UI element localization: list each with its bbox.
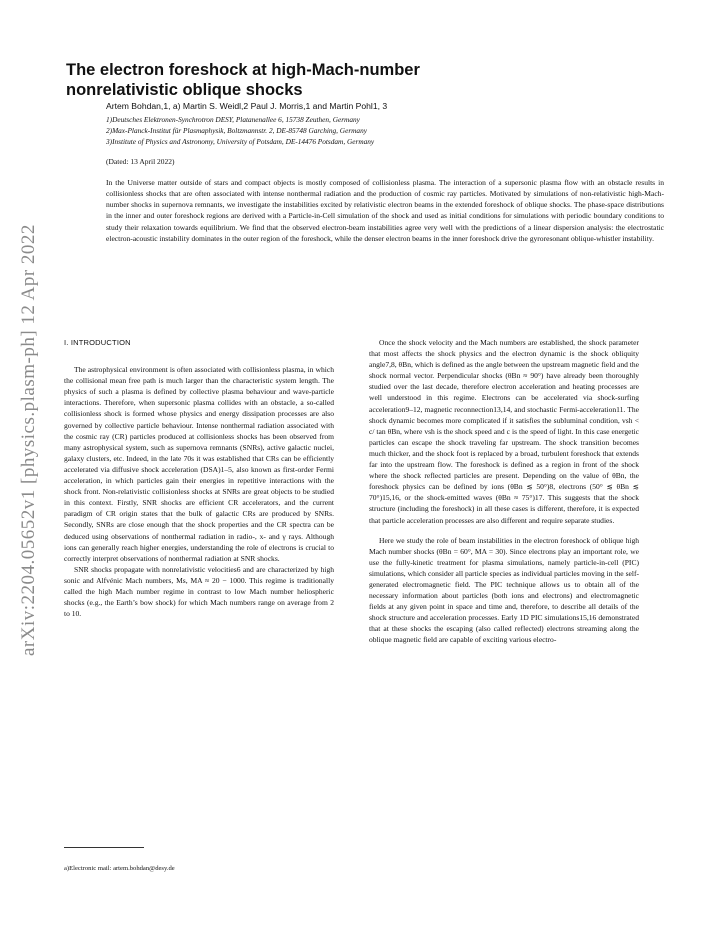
title-line-2: nonrelativistic oblique shocks [66,81,303,99]
paragraph: SNR shocks propagate with nonrelativistic velocities6 and are characterized by high sonic and Alfvénic Mach numbers, Ms, MA ≈ 20 − 1000. This regime is traditionally called the high Mach number regime in contrast to low Mach number heliospheric shocks (e.g., the Earth’s bow shock) for which Mach numbers range on average from 2 to 10. [64,564,334,619]
paragraph: Once the shock velocity and the Mach numbers are established, the shock parameter that most affects the shock physics and the electron dynamic is the shock obliquity angle7,8, θBn, which is defined as the angle between the upstream magnetic field and the shock normal vector. Perpendicular shocks (θBn ≈ 90°) have already been thoroughly studied over the last decade, therefore electron acceleration and heating processes are well understood in this regime. Electrons can be accelerated via shock-surfing acceleration9–12, magnetic reconnection13,14, and stochastic Fermi-acceleration11. The shock dynamic becomes more complicated if it satisfies the subluminal condition, vsh < c/ tan θBn, where vsh is the shock speed and c is the speed of light. In this case energetic particles can escape the shock traveling far upstream. The shock transition becomes much thicker, and the shock foot is replaced by a broad, turbulent foreshock that extends far into the upstream flow. The foreshock is defined as a region in front of the shock where the shock reflected particles are present. Depending on the value of θBn, the foreshock physics can be defined by ions (θBn ≲ 50°)8, electrons (50° ≲ θBn ≲ 70°)15,16, or the shock-emitted waves (θBn ≈ 75°)17. This suggests that the shock structure (including the foreshock) in all these cases is different, therefore, it is expected that particle acceleration processes are also different and require separate studies. [369,338,639,525]
author-list: Artem Bohdan,1, a) Martin S. Weidl,2 Paul J. Morris,1 and Martin Pohl1, 3 [106,101,388,111]
paragraph: Here we study the role of beam instabilities in the electron foreshock of oblique high Mach number shocks (θBn = 60°, MA = 30). Since electrons play an important role, we use the fully-kinetic treatment for plasma simulations, namely particle-in-cell (PIC) simulations, which consider all particle species as individual particles moving in the self-generated electromagnetic field. The PIC technique allows us to obtain all of the necessary information about particles (both ions and electrons) and electromagnetic fields at any given point in space and time and, therefore, to describe all details of the shock structure and acceleration processes. Early 1D PIC simulations15,16 demonstrated that at these shocks the escaping (also called reflected) electrons streaming along the oblique magnetic field are capable of exciting various electro- [369,535,639,645]
footnote-divider [64,847,144,848]
affiliation-1: 1)Deutsches Elektronen-Synchrotron DESY, Platanenallee 6, 15738 Zeuthen, Germany [106,115,360,124]
arxiv-identifier: arXiv:2204.05652v1 [physics.plasm-ph] 12 Apr 2022 [18,224,39,656]
section-heading: I. INTRODUCTION [64,338,131,347]
abstract: In the Universe matter outside of stars and compact objects is mostly composed of collisionless plasma. The interaction of a supersonic plasma flow with an obstacle results in collisionless shocks that are often associated with intense nonthermal radiation and the production of cosmic ray particles. Motivated by simulations of non-relativistic high-Mach-number shocks in supernova remnants, we investigate the instabilities excited by relativistic electron beams in the extended foreshock of oblique shocks. The phase-space distributions in the inner and outer foreshock regions are derived with a Particle-in-Cell simulation of the shock and used as initial conditions for simulations with periodic boundary conditions to study their relaxation towards equilibrium. We find that the observed electron-beam instabilities agree very well with the predictions of a linear dispersion analysis: the electrostatic electron-acoustic instability dominates in the outer region of the foreshock, while the denser electron beams in the inner foreshock drive the gyroresonant oblique-whistler instability. [106,178,664,243]
paragraph: The astrophysical environment is often associated with collisionless plasma, in which the collisional mean free path is much larger than the characteristic system length. The physics of such a plasma is defined by collective plasma behaviour and wave-particle interactions. Therefore, when supersonic plasma collides with an obstacle, a so-called collisionless shock is formed whose physics and energy dissipation processes are also governed by collective particle behaviour. Intense nonthermal radiation associated with the cosmic ray (CR) particles produced at collisionless shocks has been observed from many astrophysical system, such as supernova remnants (SNRs), active galactic nuclei, galaxy clusters, etc. Indeed, in the late 70s it was established that CRs can be efficiently accelerated via diffusive shock acceleration (DSA)1–5, also known as first-order Fermi acceleration, in which particles gain their energies in repetitive interactions with the shock front. Non-relativistic collisionless shocks at SNRs are great objects to be studied in this context. Firstly, SNR shocks are efficient CR accelerators, and the current paradigm of CR origin states that the bulk of galactic CRs are produced by SNRs. Secondly, SNRs are close enough that the shock properties and the CR spectra can be deduced using observations of nonthermal radiation in radio-, x- and γ rays. Although ions can generally reach higher energies, understanding the role of electrons is crucial to correctly interpret observations of nonthermal radiation at SNR shocks. [64,365,334,563]
date-line: (Dated: 13 April 2022) [106,157,175,166]
paper-title [66,60,666,100]
affiliation-3: 3)Institute of Physics and Astronomy, University of Potsdam, DE-14476 Potsdam, Germany [106,137,375,146]
left-column [64,337,334,619]
title-line-1: The electron foreshock at high-Mach-number [66,61,420,79]
affiliation-2: 2)Max-Planck-Institut für Plasmaphysik, Boltzmannstr. 2, DE-85748 Garching, Germany [106,126,367,135]
affiliations [106,114,666,147]
right-column [369,337,639,646]
footnote: a)Electronic mail: artem.bohdan@desy.de [64,865,175,872]
